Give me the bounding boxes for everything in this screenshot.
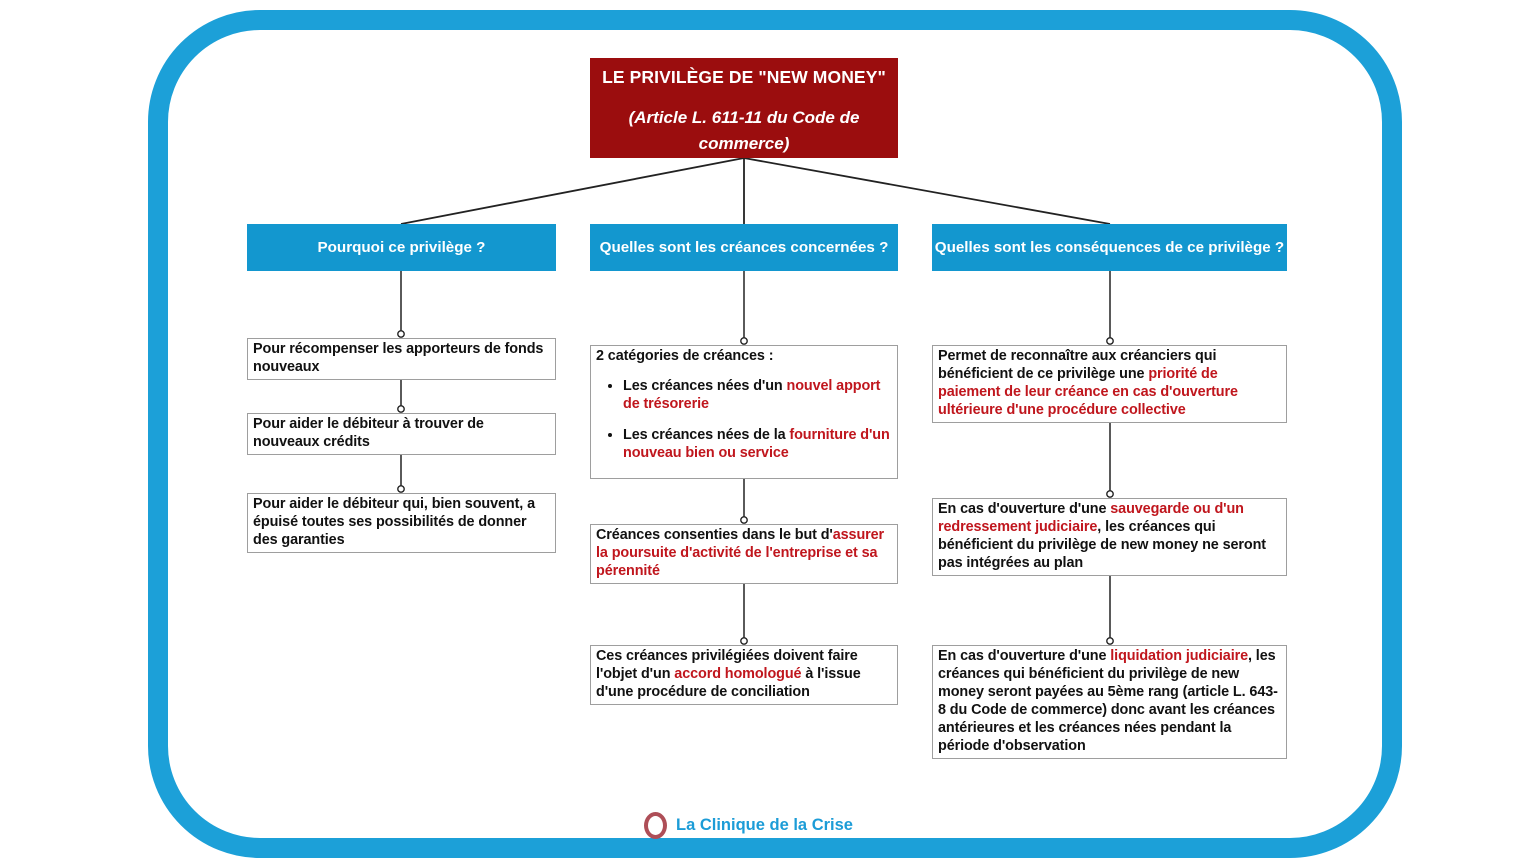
node-recompenser-apporteurs <box>247 338 556 380</box>
text-segment-red: assurer la poursuite d'activité de l'entreprise et sa pérennité <box>596 527 885 579</box>
text-segment: , les créances qui bénéficient du privilège de new money ne seront pas intégrées au plan <box>938 519 1266 571</box>
text-segment: , les créances qui bénéficient du privilège de new money seront payées au 5ème rang (article L. 643-8 du Code de commerce) donc avant les créances antérieures et les créances nées pendant la période d'observation <box>938 648 1278 754</box>
text-segment: Ces créances privilégiées doivent faire l'objet d'un <box>596 648 858 682</box>
branch-header-label: Pourquoi ce privilège ? <box>317 239 486 256</box>
text-segment-red: fourniture d'un nouveau bien ou service <box>623 427 890 461</box>
branch-header-creances-concernees <box>590 224 898 271</box>
brand-ring-icon <box>644 812 667 839</box>
node-intro-text: 2 catégories de créances : <box>596 348 774 364</box>
text-segment-red: sauvegarde ou d'un redressement judiciaire <box>938 501 1244 535</box>
text-segment-red: accord homologué <box>674 666 802 682</box>
bullet-fourniture-bien <box>623 426 892 462</box>
text-segment-red: nouvel apport de trésorerie <box>623 378 881 412</box>
text-segment: Créances consenties dans le but d' <box>596 527 833 543</box>
text-segment: à l'issue d'une procédure de conciliation <box>596 666 861 700</box>
text-segment-red: priorité de paiement de leur créance en cas d'ouverture ultérieure d'une procédure collective <box>938 366 1238 418</box>
node-sauvegarde-redressement <box>932 498 1287 576</box>
text-segment: Les créances nées de la <box>623 427 790 443</box>
text-segment: Permet de reconnaître aux créanciers qui bénéficient de ce privilège une <box>938 348 1217 382</box>
branch-header-consequences <box>932 224 1287 271</box>
node-aider-trouver-credits <box>247 413 556 455</box>
root-node <box>590 58 898 158</box>
brand-footer <box>644 812 853 839</box>
node-text: Pour récompenser les apporteurs de fonds nouveaux <box>253 341 544 375</box>
text-segment: En cas d'ouverture d'une <box>938 501 1111 517</box>
node-liquidation-judiciaire <box>932 645 1287 759</box>
node-aider-debiteur-garanties <box>247 493 556 553</box>
branch-header-label: Quelles sont les créances concernées ? <box>599 239 889 256</box>
text-segment: Les créances nées d'un <box>623 378 787 394</box>
node-categories-creances <box>590 345 898 479</box>
text-segment: En cas d'ouverture d'une <box>938 648 1111 664</box>
branch-header-pourquoi <box>247 224 556 271</box>
branch-header-label: Quelles sont les conséquences de ce privilège ? <box>934 239 1285 256</box>
diagram-title: LE PRIVILÈGE DE "NEW MONEY" <box>602 67 886 87</box>
bullet-nouvel-apport <box>623 377 892 413</box>
diagram-subtitle: (Article L. 611-11 du Code de commerce) <box>628 108 860 153</box>
node-text: Pour aider le débiteur qui, bien souvent, a épuisé toutes ses possibilités de donner des garanties <box>253 496 535 548</box>
node-text: Pour aider le débiteur à trouver de nouveaux crédits <box>253 416 484 450</box>
text-segment-red: liquidation judiciaire <box>1110 648 1249 664</box>
node-priorite-paiement <box>932 345 1287 423</box>
node-creances-consenties <box>590 524 898 584</box>
brand-name: La Clinique de la Crise <box>676 816 853 834</box>
node-accord-homologue <box>590 645 898 705</box>
creances-bullet-list <box>596 377 892 462</box>
